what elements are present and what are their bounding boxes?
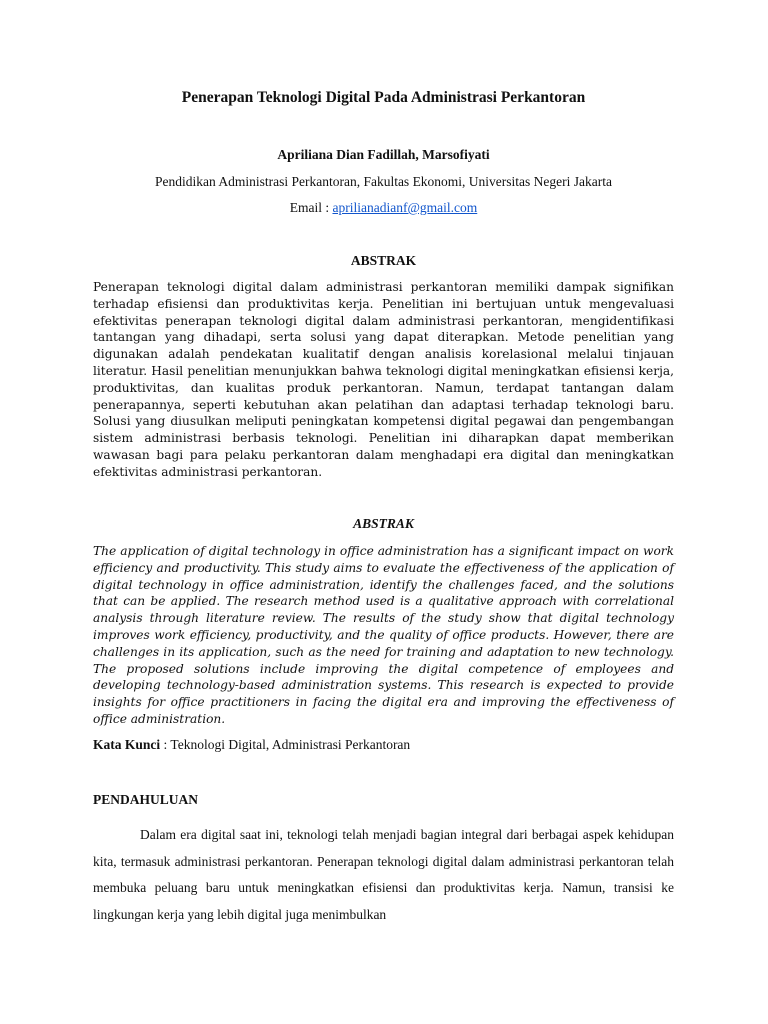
keywords-line xyxy=(93,736,674,754)
abstract-id-text: Penerapan teknologi digital dalam administrasi perkantoran memiliki dampak signifikan terhadap efisiensi dan produktivitas kerja. Penelitian ini bertujuan untuk mengevaluasi efektivitas penerapan teknologi digital dalam administrasi perkantoran, mengidentifikasi tantangan yang dihadapi, serta solusi yang dapat diterapkan. Metode penelitian yang digunakan adalah pendekatan kualitatif dengan analisis korelasional melalui tinjauan literatur. Hasil penelitian menunjukkan bahwa teknologi digital meningkatkan efisiensi kerja, produktivitas, dan kualitas produk perkantoran. Namun, terdapat tantangan dalam penerapannya, seperti kebutuhan akan pelatihan dan adaptasi terhadap teknologi baru. Solusi yang diusulkan meliputi peningkatan kompetensi digital pegawai dan pengembangan sistem administrasi berbasis teknologi. Penelitian ini diharapkan dapat memberikan wawasan bagi para pelaku perkantoran dalam menghadapi era digital dan meningkatkan efektivitas administrasi perkantoran. xyxy=(93,280,674,479)
email-label: Email : xyxy=(289,200,333,215)
abstract-id-heading: ABSTRAK xyxy=(350,253,417,268)
paper-affiliation: Pendidikan Administrasi Perkantoran, Fakultas Ekonomi, Universitas Negeri Jakarta xyxy=(154,174,613,189)
introduction-heading: PENDAHULUAN xyxy=(93,792,199,807)
abstract-en-text: The application of digital technology in office administration has a significant impact on work efficiency and productivity. This study aims to evaluate the effectiveness of the application of digital technology in office administration, identify the challenges faced, and the solutions that can be applied. The research method used is a qualitative approach with correlational analysis through literature review. The results of the study show that digital technology improves work efficiency, productivity, and the quality of office products. However, there are challenges in its application, such as the need for training and adaptation to new technology. The proposed solutions include improving the digital competence of employees and developing technology-based administration systems. This research is expected to provide insights for office practitioners in facing the digital era and improving the effectiveness of office administration. xyxy=(93,544,674,726)
paper-authors: Apriliana Dian Fadillah, Marsofiyati xyxy=(277,147,490,162)
paper-title: Penerapan Teknologi Digital Pada Administrasi Perkantoran xyxy=(181,89,586,106)
email-line xyxy=(93,199,674,217)
keywords-label: Kata Kunci xyxy=(93,737,161,752)
introduction-text: Dalam era digital saat ini, teknologi telah menjadi bagian integral dari berbagai aspek kehidupan kita, termasuk administrasi perkantoran. Penerapan teknologi digital dalam administrasi perkantoran telah membuka peluang baru untuk meningkatkan efisiensi dan produktivitas kerja. Namun, transisi ke lingkungan kerja yang lebih digital juga menimbulkan xyxy=(93,827,674,922)
abstract-en-heading: ABSTRAK xyxy=(353,516,414,531)
email-link[interactable]: aprilianadianf@gmail.com xyxy=(332,200,478,215)
keywords-separator: : xyxy=(160,737,171,752)
keywords-value: Teknologi Digital, Administrasi Perkantoran xyxy=(170,737,411,752)
